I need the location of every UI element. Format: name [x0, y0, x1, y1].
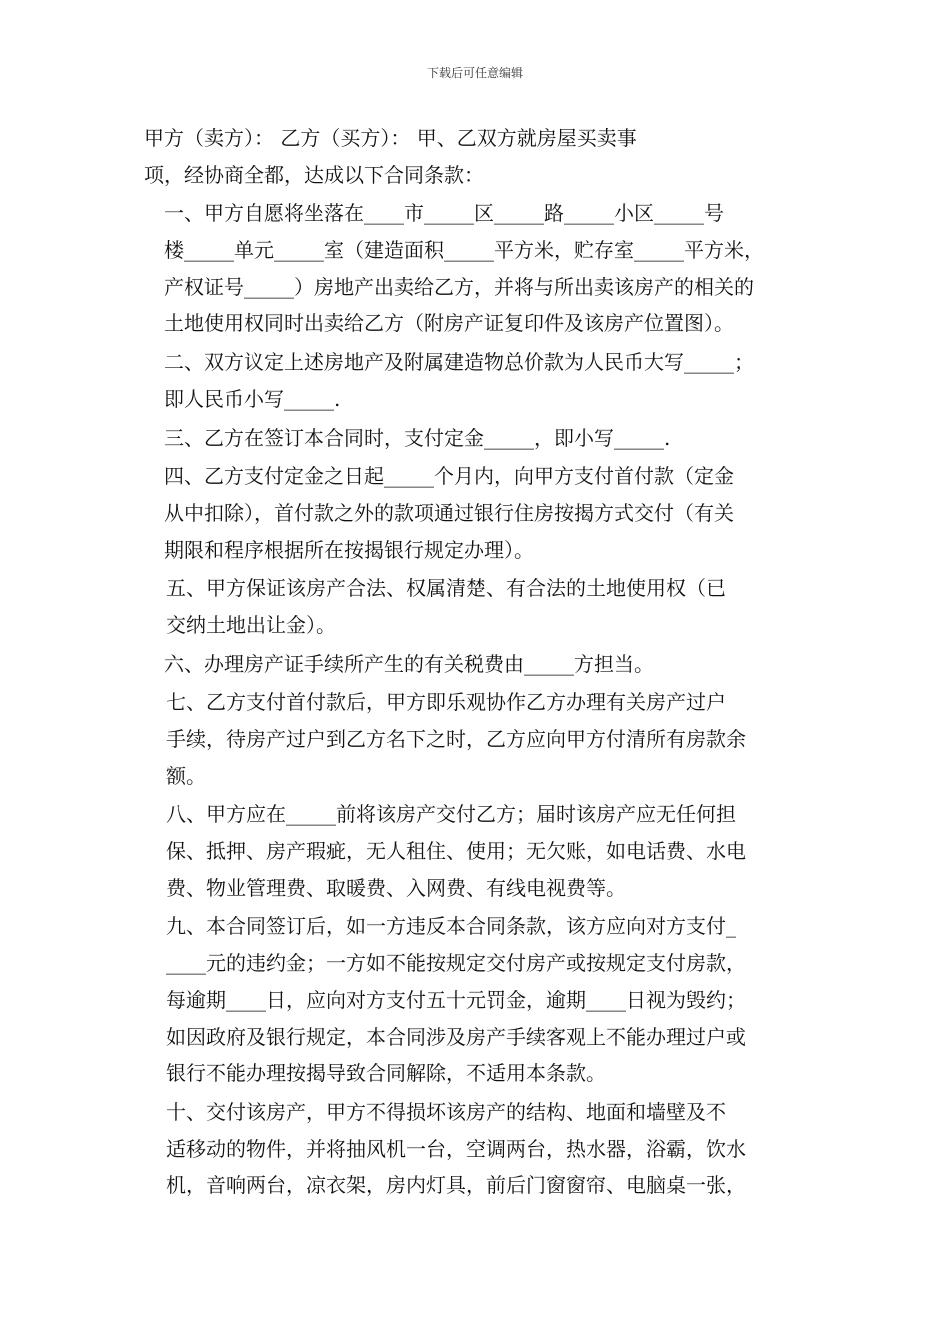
paragraph-line: 五、甲方保证该房产合法、权属清楚、有合法的土地使用权（已	[166, 576, 726, 601]
paragraph-clause-2	[144, 344, 814, 417]
paragraph-line: 即人民币小写_____.	[164, 386, 341, 411]
paragraph-line: 六、办理房产证手续所产生的有关税费由_____方担当。	[164, 651, 654, 676]
paragraph-line: 额。	[166, 763, 206, 788]
paragraph-line: 机，音响两台，凉衣架，房内灯具，前后门窗窗帘、电脑桌一张，	[166, 1173, 746, 1198]
paragraph-line: 土地使用权同时出卖给乙方（附房产证复印件及该房产位置图）。	[164, 311, 734, 336]
paragraph-clause-5	[144, 570, 814, 643]
paragraph-line: 甲方（卖方）： 乙方（买方）： 甲、乙双方就房屋买卖事	[144, 126, 637, 150]
document-body	[144, 120, 814, 1206]
paragraph-line: 交纳土地出让金）。	[166, 612, 336, 637]
paragraph-clause-4	[144, 458, 814, 568]
paragraph-line: 一、甲方自愿将坐落在____市_____区_____路_____小区_____号	[164, 201, 724, 226]
paragraph-line: 适移动的物件，并将抽风机一台，空调两台，热水器，浴霸，饮水	[166, 1136, 746, 1161]
paragraph-line: 期限和程序根据所在按揭银行规定办理）。	[164, 537, 534, 562]
paragraph-line: 四、乙方支付定金之日起_____个月内，向甲方支付首付款（定金	[164, 464, 734, 489]
paragraph-line: 每逾期____日，应向对方支付五十元罚金，逾期____日视为毁约；	[166, 987, 746, 1012]
paragraph-line: 八、甲方应在_____前将该房产交付乙方；届时该房产应无任何担	[166, 802, 736, 827]
paragraph-line: 保、抵押、房产瑕疵，无人租住、使用；无欠账，如电话费、水电	[166, 839, 746, 864]
paragraph-clause-1	[144, 195, 814, 342]
paragraph-clause-6	[144, 646, 814, 683]
paragraph-line: 七、乙方支付首付款后，甲方即乐观协作乙方办理有关房产过户	[166, 690, 726, 715]
paragraph-line: 如因政府及银行规定，本合同涉及房产手续客观上不能办理过户或	[166, 1024, 746, 1049]
paragraph-line: 楼_____单元_____室（建造面积_____平方米，贮存室_____平方米，	[164, 238, 764, 263]
paragraph-clause-3	[144, 420, 814, 457]
paragraph-intro	[144, 120, 814, 193]
paragraph-line: 九、本合同签订后，如一方违反本合同条款，该方应向对方支付_	[166, 914, 736, 939]
paragraph-clause-7	[144, 684, 814, 794]
paragraph-line: 十、交付该房产，甲方不得损坏该房产的结构、地面和墙壁及不	[166, 1099, 726, 1124]
paragraph-clause-8	[144, 796, 814, 906]
paragraph-line: 产权证号_____）房地产出卖给乙方，并将与所出卖该房产的相关的	[164, 274, 754, 299]
paragraph-line: 三、乙方在签订本合同时，支付定金_____，即小写_____.	[164, 425, 671, 450]
paragraph-clause-10	[144, 1094, 814, 1204]
paragraph-line: 手续，待房产过户到乙方名下之时，乙方应向甲方付清所有房款余	[166, 727, 746, 751]
paragraph-line: ____元的违约金；一方如不能按规定交付房产或按规定支付房款，	[166, 951, 746, 976]
paragraph-clause-9	[144, 908, 814, 1091]
paragraph-line: 项，经协商全都，达成以下合同条款：	[144, 162, 484, 187]
page-header-note: 下载后可任意编辑	[426, 66, 523, 80]
paragraph-line: 从中扣除），首付款之外的款项通过银行住房按揭方式交付（有关	[164, 500, 734, 525]
paragraph-line: 费、物业管理费、取暖费、入网费、有线电视费等。	[166, 875, 626, 900]
paragraph-line: 银行不能办理按揭导致合同解除，不适用本条款。	[166, 1061, 606, 1086]
paragraph-line: 二、双方议定上述房地产及附属建造物总价款为人民币大写_____；	[164, 350, 754, 375]
